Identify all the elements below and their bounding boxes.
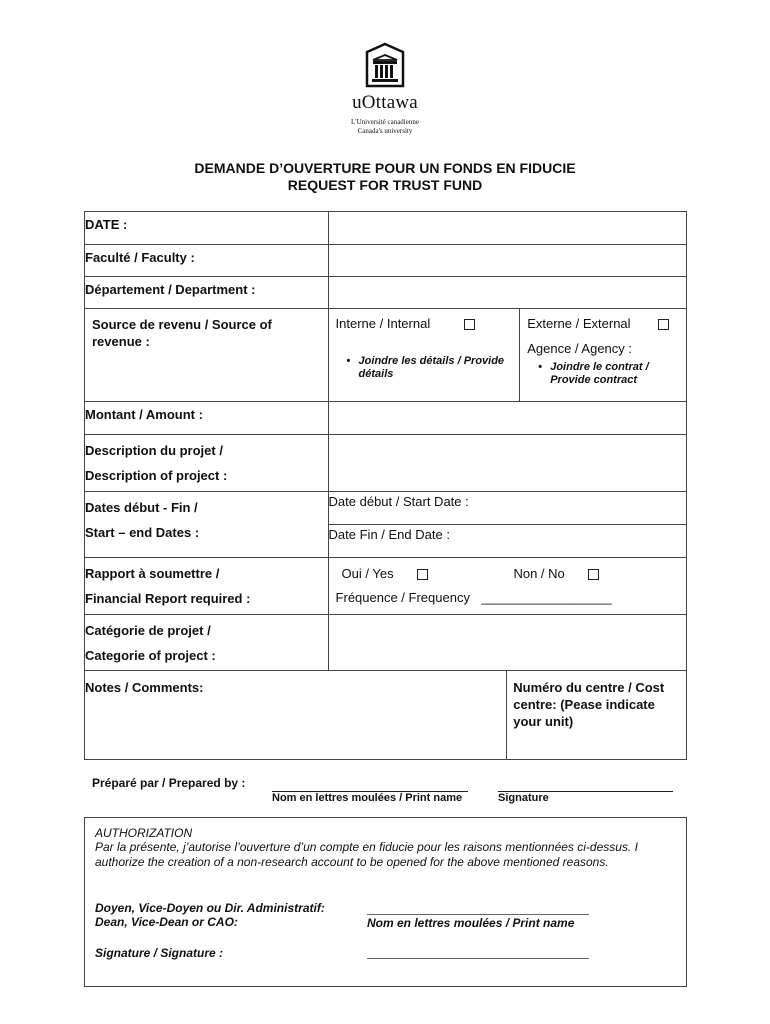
oui-label: Oui / Yes [341, 566, 394, 581]
faculty-label: Faculté / Faculty : [85, 245, 329, 277]
dates-label-fr: Dates début - Fin / [85, 500, 198, 515]
logo-subtitle-en: Canada's university [357, 127, 413, 135]
internal-checkbox[interactable] [464, 319, 475, 330]
frequency-label: Fréquence / Frequency [335, 590, 470, 605]
dates-label-en: Start – end Dates : [85, 525, 200, 540]
logo-subtitle-fr: L'Université canadienne [351, 118, 419, 126]
start-date-field[interactable]: Date début / Start Date : [328, 492, 686, 525]
prepared-print-name-caption: Nom en lettres moulées / Print name [272, 792, 463, 804]
external-label: Externe / External [527, 316, 631, 331]
uottawa-building-icon [363, 42, 407, 90]
prepared-by-label: Préparé par / Prepared by : [92, 776, 246, 790]
description-label-fr: Description du projet / [85, 443, 223, 458]
oui-checkbox[interactable] [417, 569, 428, 580]
authorization-title: AUTHORIZATION [95, 826, 193, 840]
external-note: • Joindre le contrat / Provide contract [520, 361, 686, 387]
category-label-en: Categorie of project : [85, 648, 216, 663]
auth-signature-label: Signature / Signature : [95, 946, 224, 960]
internal-cell [328, 309, 520, 402]
amount-label: Montant / Amount : [85, 402, 329, 435]
end-date-field[interactable]: Date Fin / End Date : [328, 525, 686, 558]
category-label-fr: Catégorie de projet / [85, 623, 211, 638]
frequency-field[interactable]: __________________ [481, 590, 612, 605]
report-label-fr: Rapport à soumettre / [85, 566, 220, 581]
dean-label-fr: Doyen, Vice-Doyen ou Dir. Administratif: [95, 901, 325, 915]
dean-print-name-caption: Nom en lettres moulées / Print name [367, 916, 575, 930]
notes-cell[interactable] [85, 671, 507, 760]
dean-label-en: Dean, Vice-Dean or CAO: [95, 915, 238, 929]
dean-name-line[interactable] [367, 914, 589, 915]
internal-note: • Joindre les détails / Provide détails [329, 355, 520, 381]
agency-label: Agence / Agency : [527, 341, 633, 356]
report-label [85, 558, 329, 615]
category-label [85, 615, 329, 671]
prepared-signature-caption: Signature [498, 792, 549, 804]
report-cell [328, 558, 686, 615]
date-field[interactable] [328, 212, 686, 245]
form-title-fr: DEMANDE D’OUVERTURE POUR UN FONDS EN FIDUCIE [194, 160, 576, 176]
non-checkbox[interactable] [588, 569, 599, 580]
description-field[interactable] [328, 435, 686, 492]
cost-centre-label: Numéro du centre / Cost centre: (Pease indicate your unit) [507, 671, 687, 760]
description-label [85, 435, 329, 492]
notes-label: Notes / Comments: [85, 680, 204, 695]
logo-wordmark: uOttawa [352, 92, 418, 113]
internal-label: Interne / Internal [335, 316, 431, 331]
faculty-field[interactable] [328, 245, 686, 277]
description-label-en: Description of project : [85, 468, 228, 483]
external-checkbox[interactable] [658, 319, 669, 330]
report-label-en: Financial Report required : [85, 591, 251, 606]
amount-field[interactable] [328, 402, 686, 435]
department-field[interactable] [328, 277, 686, 309]
source-label: Source de revenu / Source of revenue : [85, 309, 329, 402]
university-logo [335, 42, 435, 136]
auth-signature-line[interactable] [367, 958, 589, 959]
date-label: DATE : [85, 212, 329, 245]
dates-label [85, 492, 329, 558]
non-label: Non / No [513, 566, 565, 581]
category-field[interactable] [328, 615, 686, 671]
authorization-text: Par la présente, j’autorise l’ouverture d’un compte en fiducie pour les raisons mentionnées ci-dessus. I authorize the creation of a non-research account to be opened for the above mentioned reasons. [95, 840, 638, 869]
authorization-box [84, 817, 687, 987]
department-label: Département / Department : [85, 277, 329, 309]
request-form-table [84, 211, 687, 760]
form-title-en: REQUEST FOR TRUST FUND [287, 177, 483, 193]
external-cell [520, 309, 687, 402]
